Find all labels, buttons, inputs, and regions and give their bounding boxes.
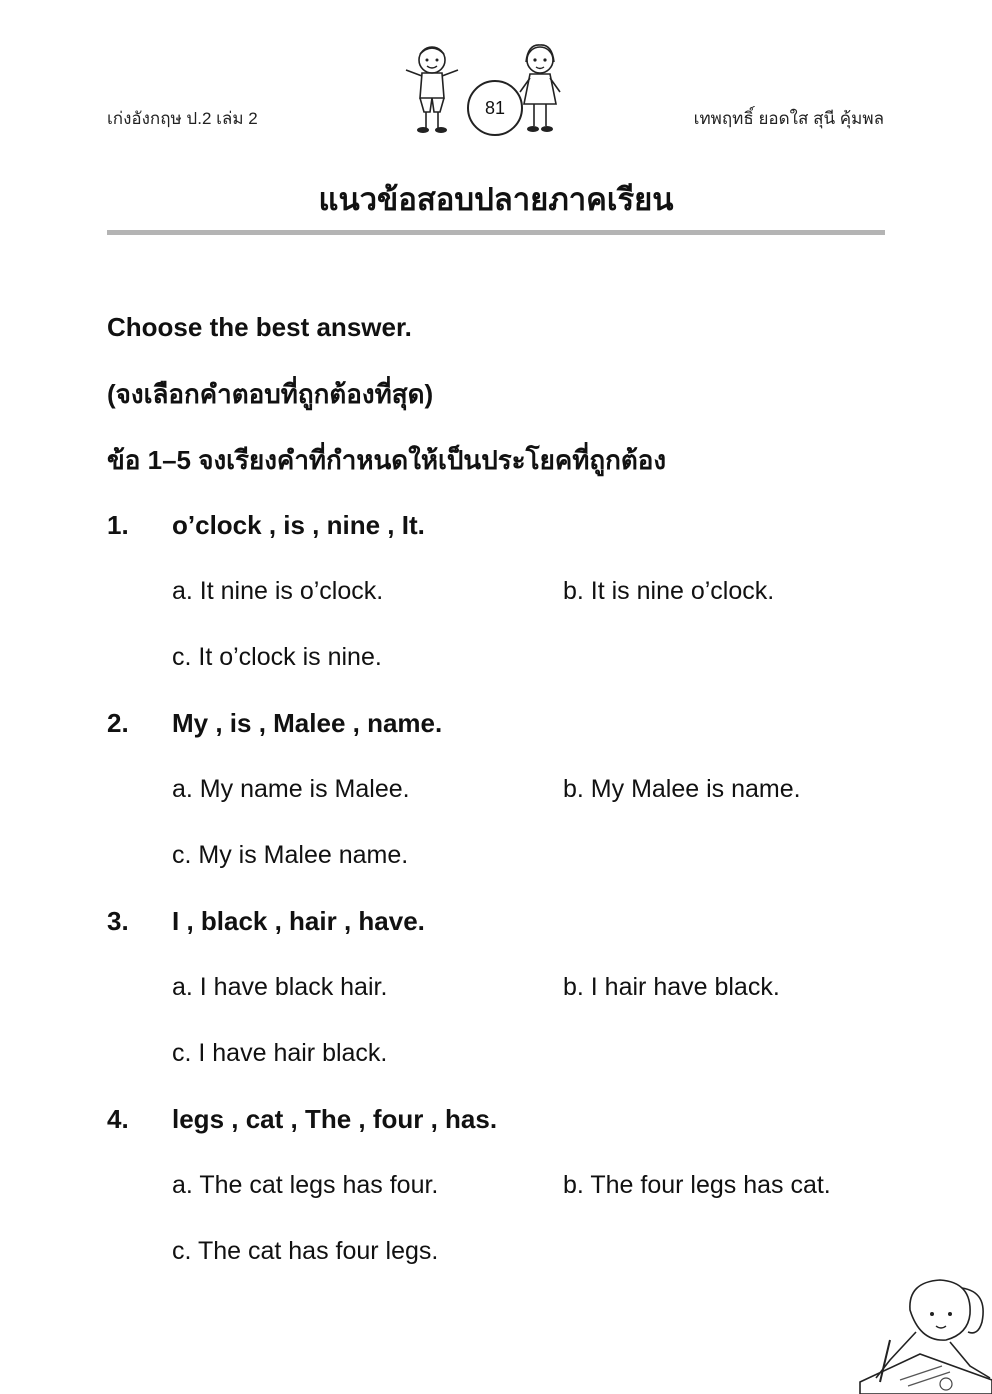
option-c[interactable]: c. I have hair black. [172,1039,388,1067]
option-a[interactable]: a. It nine is o’clock. [172,577,384,605]
page-title: แนวข้อสอบปลายภาคเรียน [318,182,674,217]
question-number: 4. [107,1104,129,1134]
option-c[interactable]: c. My is Malee name. [172,841,409,869]
option-b[interactable]: b. I hair have black. [563,973,780,1001]
option-c[interactable]: c. The cat has four legs. [172,1237,439,1265]
question-prompt: My , is , Malee , name. [172,708,443,738]
instruction-thai: (จงเลือกคำตอบที่ถูกต้องที่สุด) [107,379,434,409]
instruction-english: Choose the best answer. [107,312,412,342]
option-a[interactable]: a. The cat legs has four. [172,1171,439,1199]
page-number: 81 [467,80,523,136]
option-b[interactable]: b. It is nine o’clock. [563,577,775,605]
question-prompt: o’clock , is , nine , It. [172,510,425,540]
option-c[interactable]: c. It o’clock is nine. [172,643,382,671]
question-prompt: legs , cat , The , four , has. [172,1104,498,1134]
header-authors: เทพฤทธิ์ ยอดใส สุนี คุ้มพล [693,109,884,128]
question-number: 2. [107,708,129,738]
question-number: 1. [107,510,129,540]
option-b[interactable]: b. My Malee is name. [563,775,801,803]
option-b[interactable]: b. The four legs has cat. [563,1171,831,1199]
option-a[interactable]: a. My name is Malee. [172,775,410,803]
section-instruction: ข้อ 1–5 จงเรียงคำที่กำหนดให้เป็นประโยคที่ถูกต้อง [107,445,667,475]
option-a[interactable]: a. I have black hair. [172,973,388,1001]
title-divider [107,230,885,235]
girl-drawing-illustration [850,1270,992,1394]
question-number: 3. [107,906,129,936]
question-prompt: I , black , hair , have. [172,906,425,936]
header-book-title: เก่งอังกฤษ ป.2 เล่ม 2 [107,109,258,128]
